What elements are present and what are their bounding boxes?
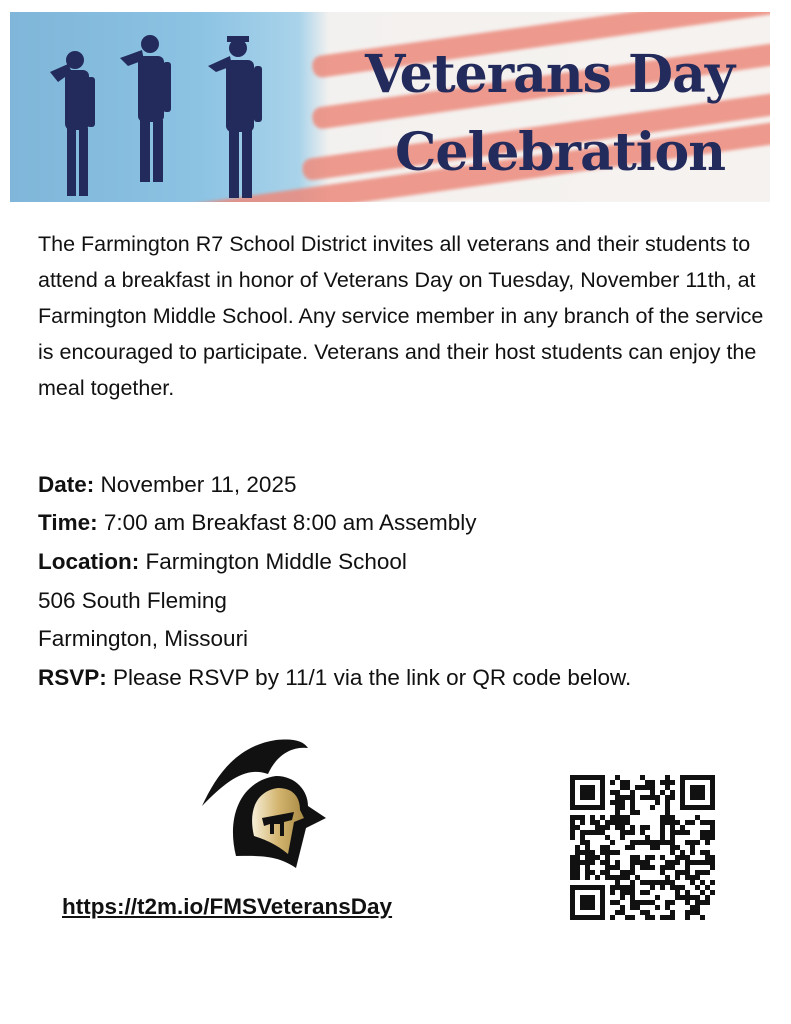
time-label: Time: [38,510,98,535]
rsvp-value: Please RSVP by 11/1 via the link or QR code below. [106,665,632,690]
title-line-1: Veterans Day [365,44,735,105]
location-row [38,549,407,575]
date-value: November 11, 2025 [94,472,297,497]
address-line-1: 506 South Fleming [38,588,227,613]
rsvp-label: RSVP: [38,665,107,690]
title-line-2: Celebration [395,122,726,183]
time-row [38,510,477,536]
rsvp-link[interactable]: https://t2m.io/FMSVeteransDay [62,894,393,919]
time-value: 7:00 am Breakfast 8:00 am Assembly [97,510,477,535]
rsvp-row [38,665,631,691]
knight-helmet-icon [196,736,336,871]
intro-paragraph: The Farmington R7 School District invites all veterans and their students to attend a breakfast in honor of Veterans Day on Tuesday, November 11th, at Farmington Middle School. Any service member in any branch of the service is encouraged to participate. Veterans and their host students can enjoy the meal together. [38,232,764,400]
location-label: Location: [38,549,140,574]
saluting-soldiers-icon [30,32,290,202]
date-label: Date: [38,472,95,497]
qr-code-icon[interactable] [570,775,715,920]
location-value: Farmington Middle School [139,549,407,574]
date-row [38,472,296,498]
address-line-2: Farmington, Missouri [38,626,249,651]
header-banner [10,12,770,202]
